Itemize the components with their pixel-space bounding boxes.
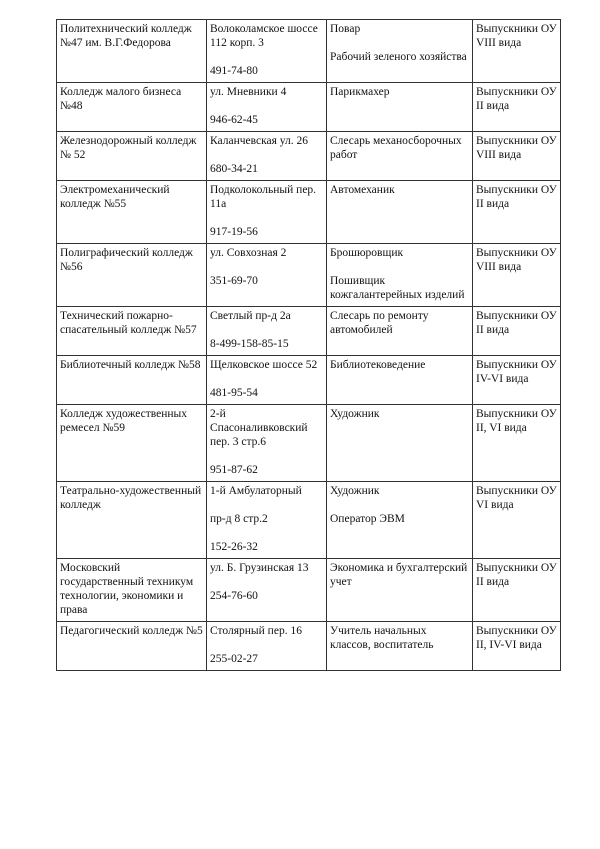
phone-text: 152-26-32 xyxy=(210,541,258,553)
profession-cell xyxy=(327,307,473,356)
profession-text: Автомеханик xyxy=(330,184,395,196)
address-cell xyxy=(207,181,327,244)
profession-cell xyxy=(327,622,473,671)
table-row xyxy=(57,181,561,244)
address-cell xyxy=(207,83,327,132)
address-cell xyxy=(207,622,327,671)
address-text: пр-д 8 стр.2 xyxy=(210,513,268,525)
phone-text: 491-74-80 xyxy=(210,65,258,77)
table-row xyxy=(57,559,561,622)
profession-cell xyxy=(327,132,473,181)
profession-text: Слесарь механосборочных работ xyxy=(330,135,465,161)
address-text: Каланчевская ул. 26 xyxy=(210,135,308,147)
college-name-cell: Педагогический колледж №5 xyxy=(57,622,207,671)
profession-text: Художник xyxy=(330,485,380,497)
address-text: 2-й Спасоналивковский пер. 3 стр.6 xyxy=(210,408,311,448)
profession-text: Художник xyxy=(330,408,380,420)
phone-text: 8-499-158-85-15 xyxy=(210,338,289,350)
phone-text: 351-69-70 xyxy=(210,275,258,287)
table-row xyxy=(57,482,561,559)
college-name-cell: Политехнический колледж №47 им. В.Г.Федорова xyxy=(57,20,207,83)
phone-text: 680-34-21 xyxy=(210,163,258,175)
address-cell xyxy=(207,244,327,307)
college-name-cell: Электромеханический колледж №55 xyxy=(57,181,207,244)
students-cell: Выпускники ОУ IV-VI вида xyxy=(473,356,561,405)
college-name-cell: Библиотечный колледж №58 xyxy=(57,356,207,405)
address-cell xyxy=(207,132,327,181)
college-name-cell: Полиграфический колледж №56 xyxy=(57,244,207,307)
address-cell xyxy=(207,559,327,622)
address-text: ул. Мневники 4 xyxy=(210,86,287,98)
profession-cell xyxy=(327,83,473,132)
profession-cell xyxy=(327,405,473,482)
table-row xyxy=(57,20,561,83)
address-text: ул. Совхозная 2 xyxy=(210,247,287,259)
profession-text: Библиотековедение xyxy=(330,359,426,371)
students-cell: Выпускники ОУ II вида xyxy=(473,559,561,622)
profession-cell xyxy=(327,356,473,405)
phone-text: 481-95-54 xyxy=(210,387,258,399)
address-text: Волоколамское шоссе 112 корп. 3 xyxy=(210,23,321,49)
students-cell: Выпускники ОУ II вида xyxy=(473,181,561,244)
colleges-table xyxy=(56,19,561,671)
college-name-cell: Московский государственный техникум технологии, экономики и права xyxy=(57,559,207,622)
table-row xyxy=(57,405,561,482)
profession-text: Оператор ЭВМ xyxy=(330,513,405,525)
profession-cell xyxy=(327,244,473,307)
address-text: Подколокольный пер. 11а xyxy=(210,184,319,210)
college-name-cell: Технический пожарно-спасательный колледж №57 xyxy=(57,307,207,356)
profession-text: Брошюровщик xyxy=(330,247,404,259)
phone-text: 946-62-45 xyxy=(210,114,258,126)
profession-text: Повар xyxy=(330,23,361,35)
profession-text: Пошивщик кожгалантерейных изделий xyxy=(330,275,465,301)
students-cell: Выпускники ОУ VIII вида xyxy=(473,132,561,181)
address-text: Светлый пр-д 2а xyxy=(210,310,291,322)
students-cell: Выпускники ОУ VI вида xyxy=(473,482,561,559)
table-row xyxy=(57,307,561,356)
college-name-cell: Колледж малого бизнеса №48 xyxy=(57,83,207,132)
students-cell: Выпускники ОУ II вида xyxy=(473,307,561,356)
college-name-cell: Колледж художественных ремесел №59 xyxy=(57,405,207,482)
address-text: Щелковское шоссе 52 xyxy=(210,359,318,371)
profession-text: Рабочий зеленого хозяйства xyxy=(330,51,467,63)
address-cell xyxy=(207,405,327,482)
students-cell: Выпускники ОУ II, VI вида xyxy=(473,405,561,482)
address-cell xyxy=(207,356,327,405)
address-cell xyxy=(207,20,327,83)
students-cell: Выпускники ОУ II вида xyxy=(473,83,561,132)
phone-text: 951-87-62 xyxy=(210,464,258,476)
table-row xyxy=(57,132,561,181)
college-name-cell: Железнодорожный колледж № 52 xyxy=(57,132,207,181)
profession-cell xyxy=(327,181,473,244)
students-cell: Выпускники ОУ II, IV-VI вида xyxy=(473,622,561,671)
address-cell xyxy=(207,307,327,356)
address-text: ул. Б. Грузинская 13 xyxy=(210,562,309,574)
students-cell: Выпускники ОУ VIII вида xyxy=(473,244,561,307)
address-text: Столярный пер. 16 xyxy=(210,625,302,637)
profession-text: Учитель начальных классов, воспитатель xyxy=(330,625,434,651)
profession-text: Экономика и бухгалтерский учет xyxy=(330,562,471,588)
students-cell: Выпускники ОУ VIII вида xyxy=(473,20,561,83)
address-cell xyxy=(207,482,327,559)
table-row xyxy=(57,244,561,307)
profession-cell xyxy=(327,20,473,83)
profession-cell xyxy=(327,559,473,622)
table-row xyxy=(57,83,561,132)
table-row xyxy=(57,356,561,405)
profession-cell xyxy=(327,482,473,559)
phone-text: 255-02-27 xyxy=(210,653,258,665)
table-row xyxy=(57,622,561,671)
phone-text: 254-76-60 xyxy=(210,590,258,602)
profession-text: Слесарь по ремонту автомобилей xyxy=(330,310,432,336)
college-name-cell: Театрально-художественный колледж xyxy=(57,482,207,559)
profession-text: Парикмахер xyxy=(330,86,390,98)
address-text: 1-й Амбулаторный xyxy=(210,485,302,497)
phone-text: 917-19-56 xyxy=(210,226,258,238)
